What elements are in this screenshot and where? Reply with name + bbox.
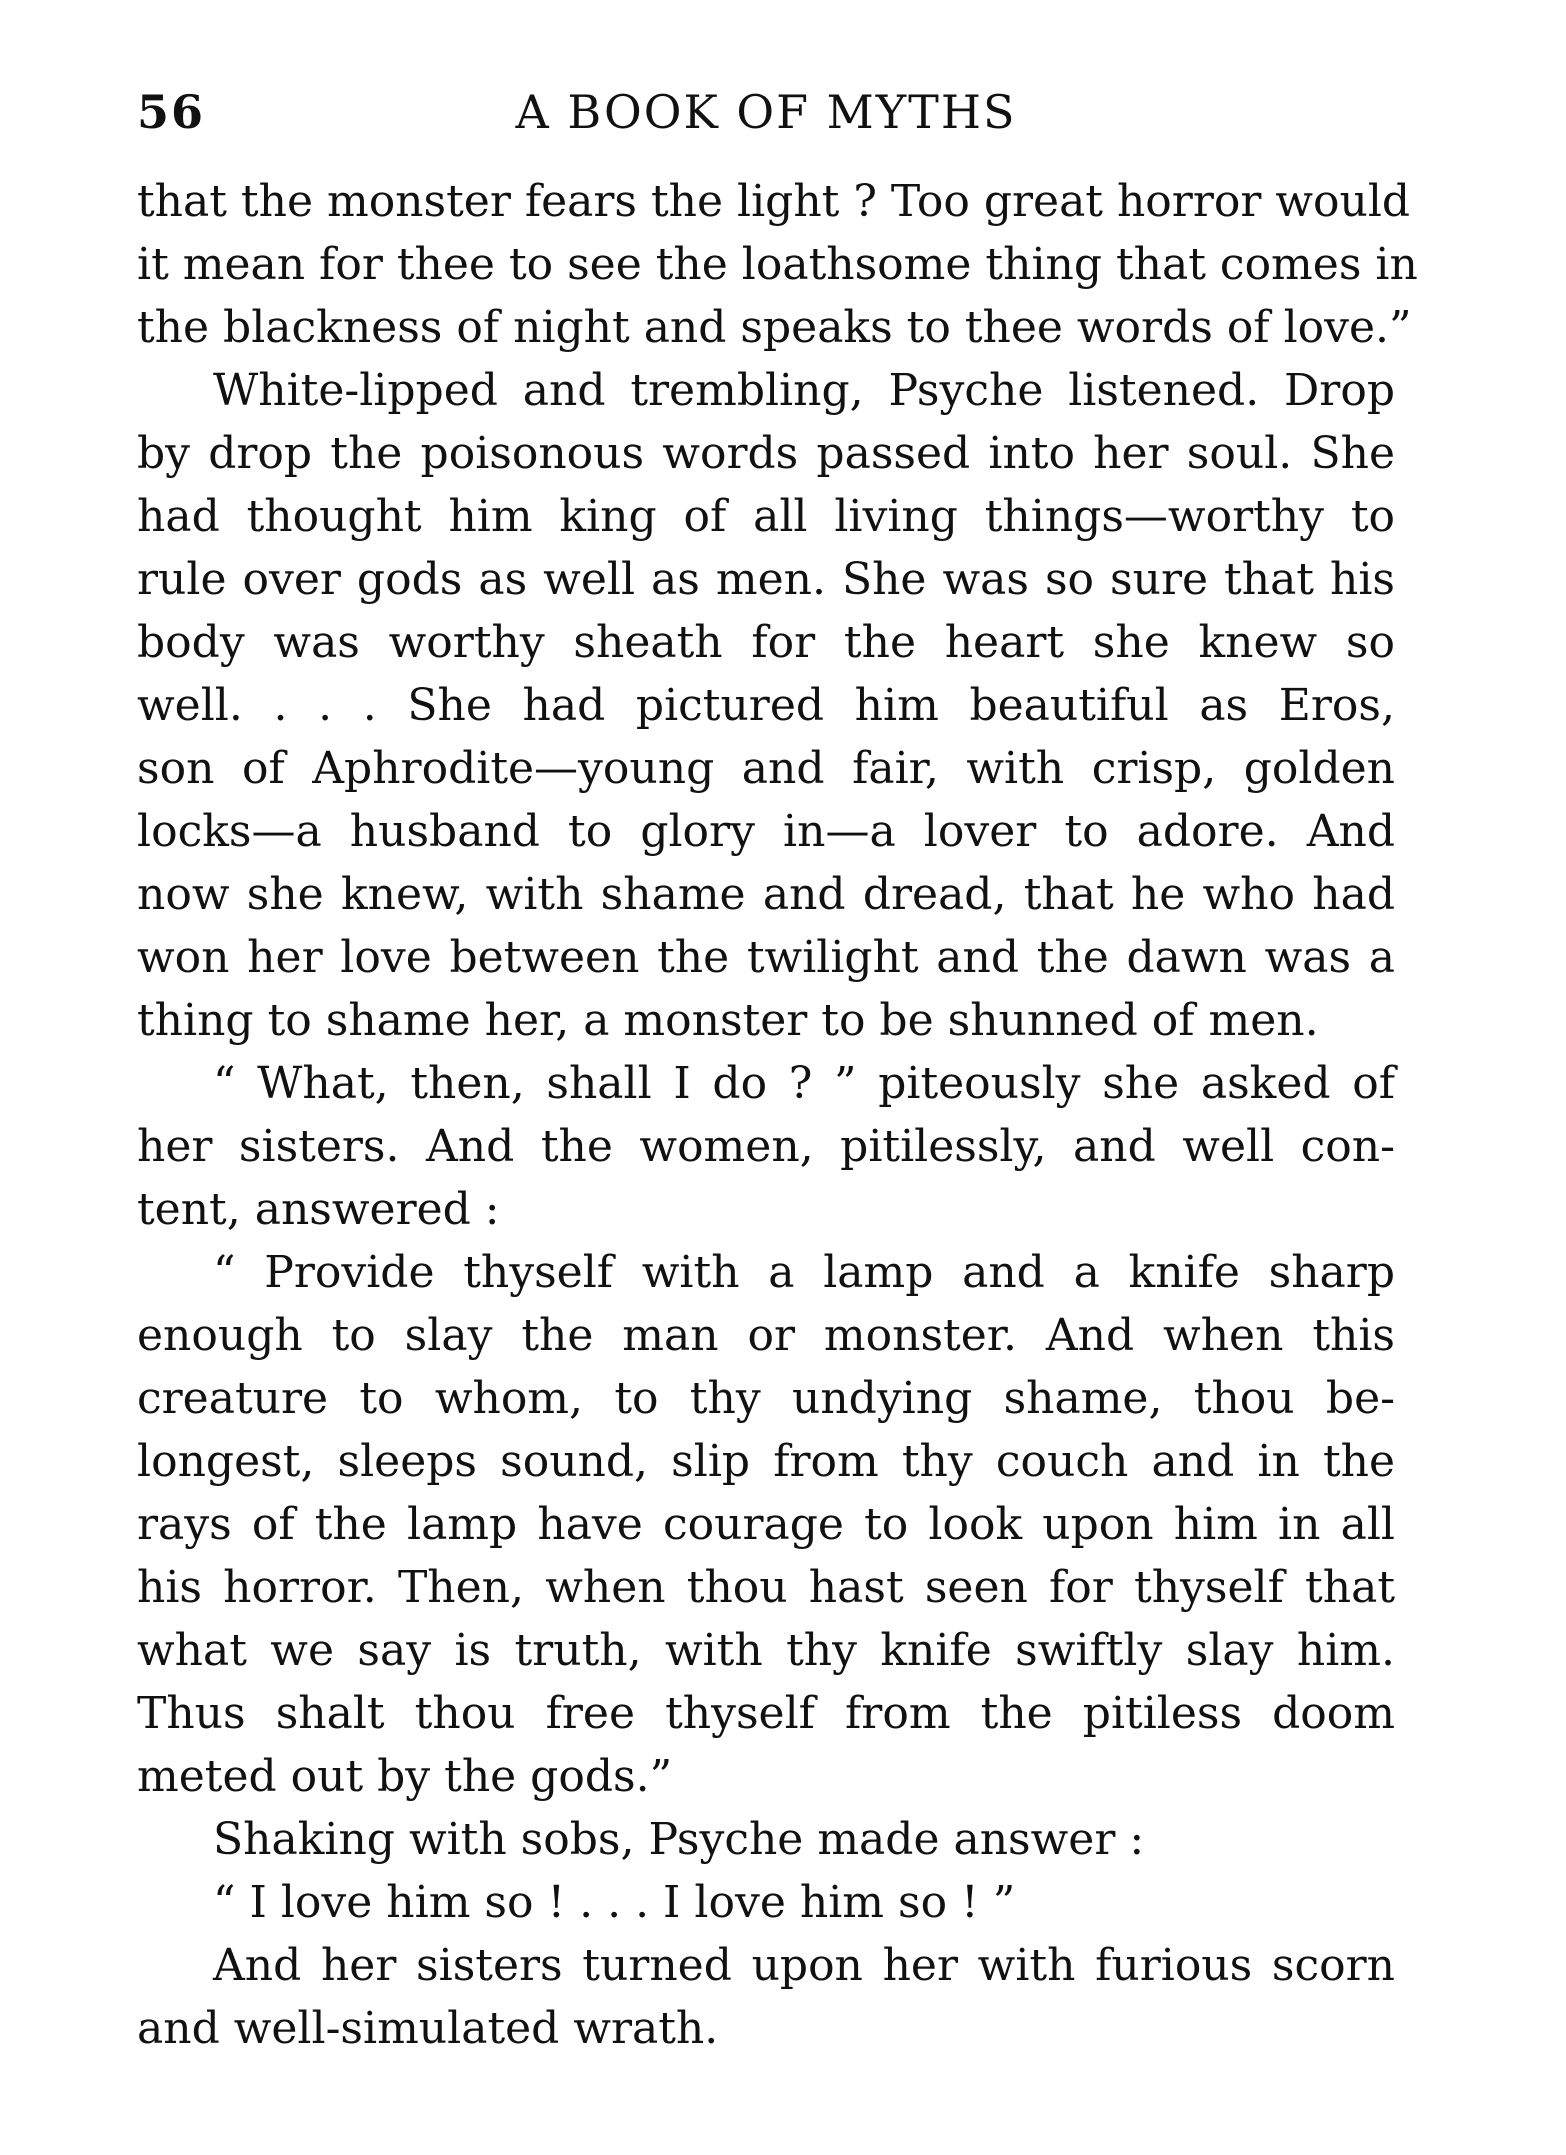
running-title: A BOOK OF MYTHS	[515, 85, 1017, 139]
text-line: rule over gods as well as men. She was so sure that his	[137, 554, 1395, 605]
text-line: tent, answered :	[137, 1184, 500, 1235]
text-line: what we say is truth, with thy knife swiftly slay him.	[137, 1625, 1395, 1676]
text-line: and well-simulated wrath.	[137, 2003, 719, 2054]
text-line: “ What, then, shall I do ? ” piteously she asked of	[213, 1058, 1395, 1109]
text-line: enough to slay the man or monster. And when this	[137, 1310, 1395, 1361]
text-line: her sisters. And the women, pitilessly, and well con-	[137, 1121, 1395, 1172]
text-line: “ I love him so ! . . . I love him so ! ”	[213, 1877, 1016, 1928]
text-line: his horror. Then, when thou hast seen for thyself that	[137, 1562, 1395, 1613]
text-line: by drop the poisonous words passed into her soul. She	[137, 428, 1395, 479]
text-line: White-lipped and trembling, Psyche listened. Drop	[213, 365, 1395, 416]
text-line: the blackness of night and speaks to thee words of love.”	[137, 302, 1412, 353]
text-line: that the monster fears the light ? Too great horror would	[137, 176, 1411, 227]
text-line: creature to whom, to thy undying shame, thou be-	[137, 1373, 1395, 1424]
text-line: well. . . . She had pictured him beautiful as Eros,	[137, 680, 1395, 731]
page-number: 56	[137, 85, 206, 139]
text-line: body was worthy sheath for the heart she knew so	[137, 617, 1395, 668]
text-line: son of Aphrodite—young and fair, with crisp, golden	[137, 743, 1395, 794]
body-text	[137, 170, 1418, 2060]
page-header	[137, 85, 1395, 147]
text-line: longest, sleeps sound, slip from thy couch and in the	[137, 1436, 1395, 1487]
text-line: “ Provide thyself with a lamp and a knife sharp	[213, 1247, 1395, 1298]
text-line: meted out by the gods.”	[137, 1751, 673, 1802]
text-line: locks—a husband to glory in—a lover to adore. And	[137, 806, 1395, 857]
text-line: rays of the lamp have courage to look upon him in all	[137, 1499, 1395, 1550]
text-line: Shaking with sobs, Psyche made answer :	[213, 1814, 1145, 1865]
book-page	[137, 85, 1418, 2060]
text-line: And her sisters turned upon her with furious scorn	[213, 1940, 1395, 1991]
text-line: Thus shalt thou free thyself from the pitiless doom	[137, 1688, 1395, 1739]
text-line: it mean for thee to see the loathsome thing that comes in	[137, 239, 1418, 290]
text-line: had thought him king of all living things—worthy to	[137, 491, 1395, 542]
text-line: now she knew, with shame and dread, that he who had	[137, 869, 1395, 920]
text-line: won her love between the twilight and the dawn was a	[137, 932, 1395, 983]
text-line: thing to shame her, a monster to be shunned of men.	[137, 995, 1319, 1046]
